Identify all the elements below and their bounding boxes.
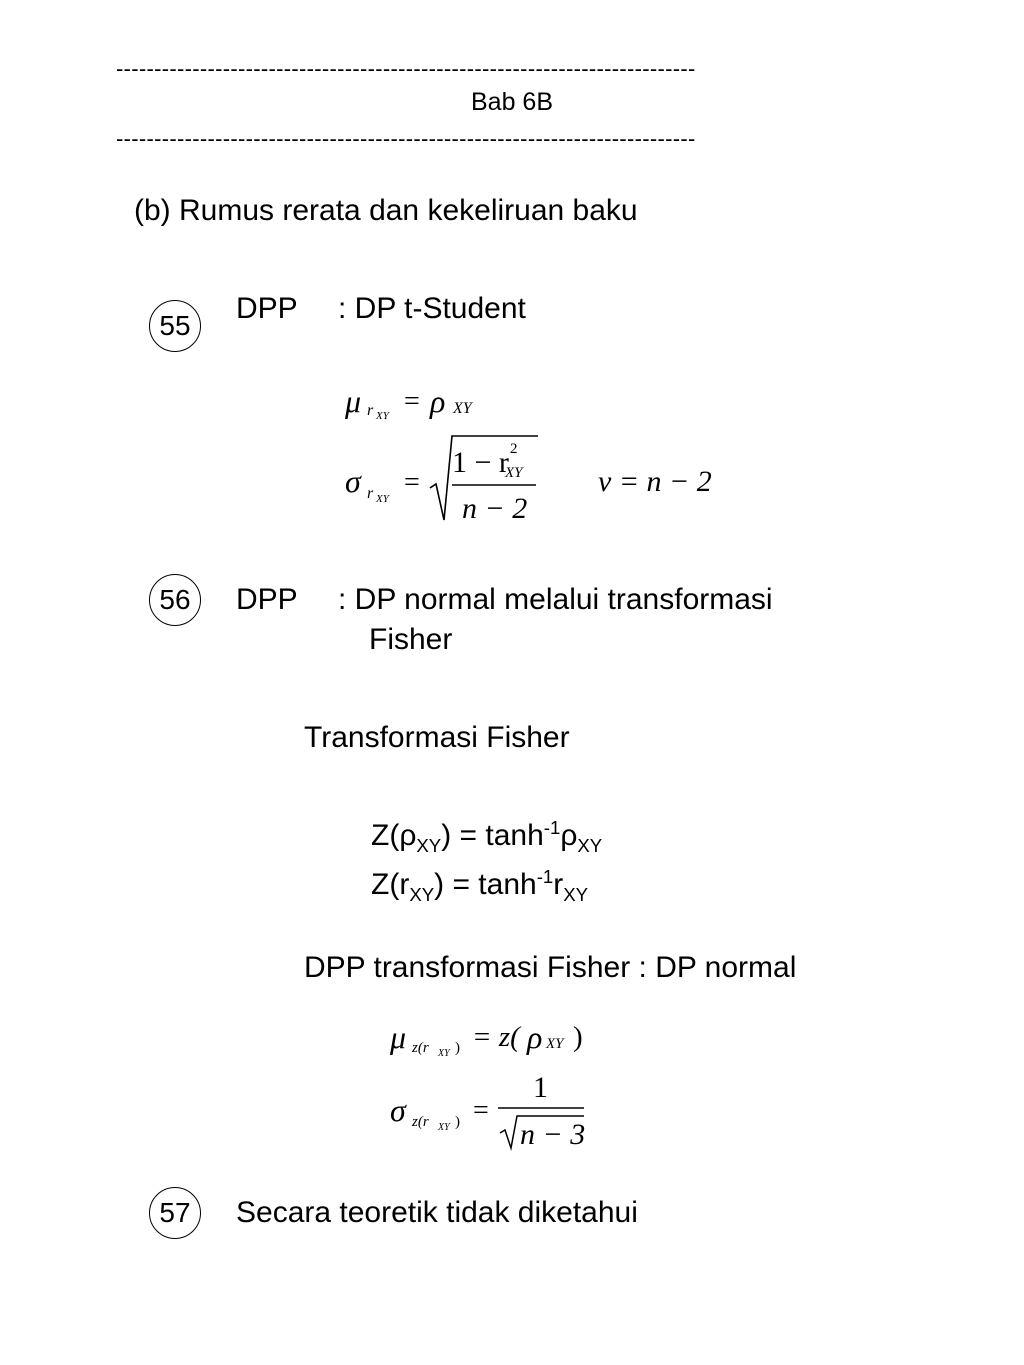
dpp-transform-text: DPP transformasi Fisher : DP normal bbox=[304, 951, 797, 984]
item-number-57: 57 bbox=[149, 1187, 201, 1239]
chapter-title: Bab 6B bbox=[470, 88, 553, 116]
z-r-inv: -1 bbox=[536, 866, 554, 887]
sigma-z-numerator: 1 bbox=[533, 1071, 548, 1104]
item56-desc-line2: Fisher bbox=[369, 623, 453, 656]
z-rho-sub: XY bbox=[416, 835, 442, 856]
mu-z-rhs-close: ) bbox=[573, 1021, 583, 1053]
one-minus-r: 1 − r bbox=[452, 446, 509, 479]
sigma-equals: = bbox=[404, 467, 420, 498]
sigma-z-symbol: σ bbox=[390, 1092, 406, 1128]
section-title: (b) Rumus rerata dan kekeliruan baku bbox=[134, 194, 638, 227]
sigma-sub-xy: XY bbox=[376, 493, 389, 505]
z-rho-rho: ρ bbox=[560, 819, 578, 852]
mu-z-symbol: μ bbox=[390, 1019, 407, 1055]
rho-sub-xy: XY bbox=[453, 400, 472, 417]
sigma-z-sub-xy: XY bbox=[438, 1122, 450, 1133]
r-squared: 2 bbox=[510, 441, 518, 457]
item-number-56: 56 bbox=[149, 574, 201, 626]
z-r-mid: ) = tanh bbox=[434, 868, 537, 901]
item55-label: DPP bbox=[236, 292, 298, 325]
mu-z-rhs-rho: ρ bbox=[527, 1019, 543, 1055]
mu-equals: = bbox=[404, 386, 420, 417]
mu-z-sub-xy: XY bbox=[438, 1048, 450, 1059]
z-r-formula bbox=[371, 867, 588, 903]
z-rho-mid: ) = tanh bbox=[441, 819, 544, 852]
mu-symbol: μ bbox=[345, 383, 362, 419]
r-sub-xy: XY bbox=[505, 465, 523, 481]
item56-desc-line1: : DP normal melalui transformasi bbox=[338, 583, 773, 616]
sigma-z-sub-open: z(r bbox=[412, 1114, 429, 1130]
mu-z-sub-close: ) bbox=[455, 1040, 460, 1056]
mu-z-rhs-open: = z( bbox=[472, 1021, 520, 1053]
z-rho-left: Z(ρ bbox=[371, 819, 417, 852]
item-number-55: 55 bbox=[149, 300, 201, 352]
sigma-z-sub-close: ) bbox=[455, 1114, 460, 1130]
z-r-r-sub: XY bbox=[563, 884, 589, 905]
mu-z-rhs-xy: XY bbox=[546, 1036, 564, 1052]
z-r-left: Z(r bbox=[371, 868, 410, 901]
mu-sub-xy: XY bbox=[376, 410, 389, 422]
header-dash-bottom: ---------------------------------------------------------------------------- bbox=[116, 126, 696, 151]
sigma-z-equals: = bbox=[473, 1095, 489, 1126]
z-r-r: r bbox=[553, 868, 564, 901]
mu-sub-r: r bbox=[367, 402, 374, 419]
item55-desc: : DP t-Student bbox=[338, 292, 526, 325]
transform-title: Transformasi Fisher bbox=[304, 721, 570, 754]
z-rho-formula bbox=[371, 818, 602, 854]
sigma-symbol: σ bbox=[345, 463, 361, 499]
sigma-sub-r: r bbox=[367, 485, 374, 502]
z-r-sub: XY bbox=[409, 884, 435, 905]
header-dash-top: ---------------------------------------------------------------------------- bbox=[116, 56, 696, 81]
mu-z-sub-open: z(r bbox=[412, 1040, 429, 1056]
rho-symbol: ρ bbox=[430, 383, 446, 419]
z-rho-rho-sub: XY bbox=[577, 835, 603, 856]
item56-label: DPP bbox=[236, 583, 298, 616]
item57-desc: Secara teoretik tidak diketahui bbox=[236, 1196, 638, 1229]
degrees-of-freedom: ν = n − 2 bbox=[598, 465, 712, 498]
sigma-z-denominator: n − 3 bbox=[520, 1118, 586, 1151]
denominator-n-2: n − 2 bbox=[462, 492, 528, 525]
z-rho-inv: -1 bbox=[543, 817, 561, 838]
